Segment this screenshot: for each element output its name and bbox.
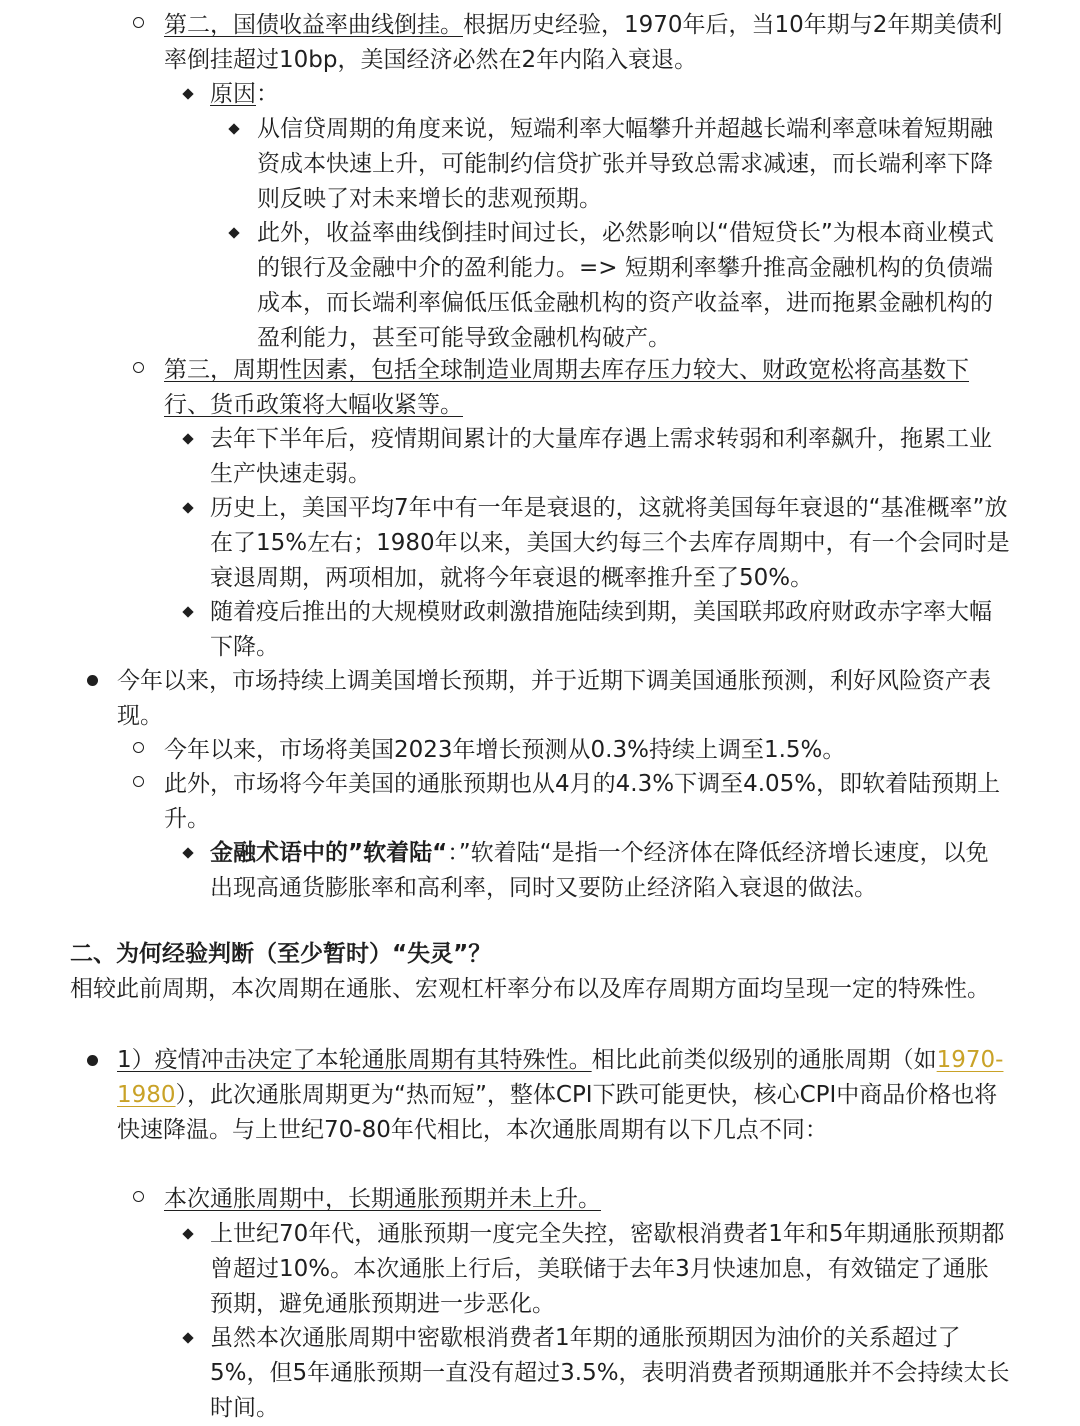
list-item: 历史上，美国平均7年中有一年是衰退的，这就将美国每年衰退的“基准概率”放在了15%左右；1980年以来，美国大约每三个去库存周期中，有一个会同时是衰退周期，两项相加，就将今年衰退的概率推升至了50%。	[210, 495, 1010, 591]
circle-bullet-icon	[133, 17, 144, 28]
list-item	[164, 353, 1014, 423]
circle-bullet-icon	[133, 362, 144, 373]
list-item: 从信贷周期的角度来说，短端利率大幅攀升并超越长端利率意味着短期融资成本快速上升，可能制约信贷扩张并导致总需求减速，而长端利率下降则反映了对未来增长的悲观预期。	[257, 116, 993, 212]
section-heading: 二、为何经验判断（至少暂时）“失灵”？	[70, 941, 492, 967]
diamond-bullet-icon	[182, 502, 193, 513]
circle-bullet-icon	[133, 1191, 144, 1202]
paragraph: 相较此前周期，本次周期在通胀、宏观杠杆率分布以及库存周期方面均呈现一定的特殊性。	[70, 976, 990, 1002]
list-item: 上世纪70年代，通胀预期一度完全失控，密歇根消费者1年和5年期通胀预期都曾超过10%。本次通胀上行后，美联储于去年3月快速加息，有效锚定了通胀预期，避免通胀预期进一步恶化。	[210, 1221, 1005, 1317]
circle-bullet-icon	[133, 742, 144, 753]
diamond-bullet-icon	[182, 88, 193, 99]
list-item: 第二，国债收益率曲线倒挂。根据历史经验，1970年后，当10年期与2年期美债利率倒挂超过10bp，美国经济必然在2年内陷入衰退。	[164, 12, 1003, 73]
bullet-dot-icon	[87, 675, 98, 686]
list-item: 今年以来，市场持续上调美国增长预期，并于近期下调美国通胀预测，利好风险资产表现。	[117, 668, 991, 729]
diamond-bullet-icon	[228, 227, 239, 238]
diamond-bullet-icon	[182, 433, 193, 444]
list-item: 虽然本次通胀周期中密歇根消费者1年期的通胀预期因为油价的关系超过了5%，但5年通胀预期一直没有超过3.5%，表明消费者预期通胀并不会持续太长时间。	[210, 1325, 1010, 1421]
diamond-bullet-icon	[182, 606, 193, 617]
underlined-lead: 1）疫情冲击决定了本轮通胀周期有其特殊性。	[117, 1047, 592, 1073]
list-item: 原因：	[210, 81, 279, 107]
reason-label: 原因	[210, 81, 256, 107]
bullet-dot-icon	[87, 1055, 98, 1066]
underlined-lead: 第二，国债收益率曲线倒挂。	[164, 12, 463, 38]
underlined-lead: 第三，周期性因素，包括全球制造业周期去库存压力较大、财政宽松将高基数下行、货币政策将大幅收紧等。	[164, 357, 969, 418]
list-item: 此外，收益率曲线倒挂时间过长，必然影响以“借短贷长”为根本商业模式的银行及金融中介的盈利能力。=> 短期利率攀升推高金融机构的负债端成本，而长端利率偏低压低金融机构的资产收益率，进而拖累金融机构的盈利能力，甚至可能导致金融机构破产。	[257, 220, 994, 351]
diamond-bullet-icon	[182, 1228, 193, 1239]
list-item: 去年下半年后，疫情期间累计的大量库存遇上需求转弱和利率飙升，拖累工业生产快速走弱。	[210, 426, 992, 487]
list-item	[164, 1182, 1014, 1217]
diamond-bullet-icon	[182, 847, 193, 858]
underlined-lead: 本次通胀周期中，长期通胀预期并未上升。	[164, 1186, 601, 1212]
term-bold: 金融术语中的”软着陆“	[210, 840, 448, 866]
list-item: 今年以来，市场将美国2023年增长预测从0.3%持续上调至1.5%。	[164, 737, 846, 763]
list-item: 金融术语中的”软着陆“：”软着陆“是指一个经济体在降低经济增长速度，以免出现高通货膨胀率和高利率，同时又要防止经济陷入衰退的做法。	[210, 840, 989, 901]
circle-bullet-icon	[133, 776, 144, 787]
diamond-bullet-icon	[228, 123, 239, 134]
list-item: 随着疫后推出的大规模财政刺激措施陆续到期，美国联邦政府财政赤字率大幅下降。	[210, 599, 992, 660]
list-item: 此外，市场将今年美国的通胀预期也从4月的4.3%下调至4.05%，即软着陆预期上升。	[164, 771, 1001, 832]
list-item: 1）疫情冲击决定了本轮通胀周期有其特殊性。相比此前类似级别的通胀周期（如1970-1980），此次通胀周期更为“热而短”，整体CPI下跌可能更快，核心CPI中商品价格也将快速降温。与上世纪70-80年代相比，本次通胀周期有以下几点不同：	[117, 1047, 1004, 1143]
year-link[interactable]: 1970-1980	[117, 1047, 1004, 1108]
diamond-bullet-icon	[182, 1332, 193, 1343]
